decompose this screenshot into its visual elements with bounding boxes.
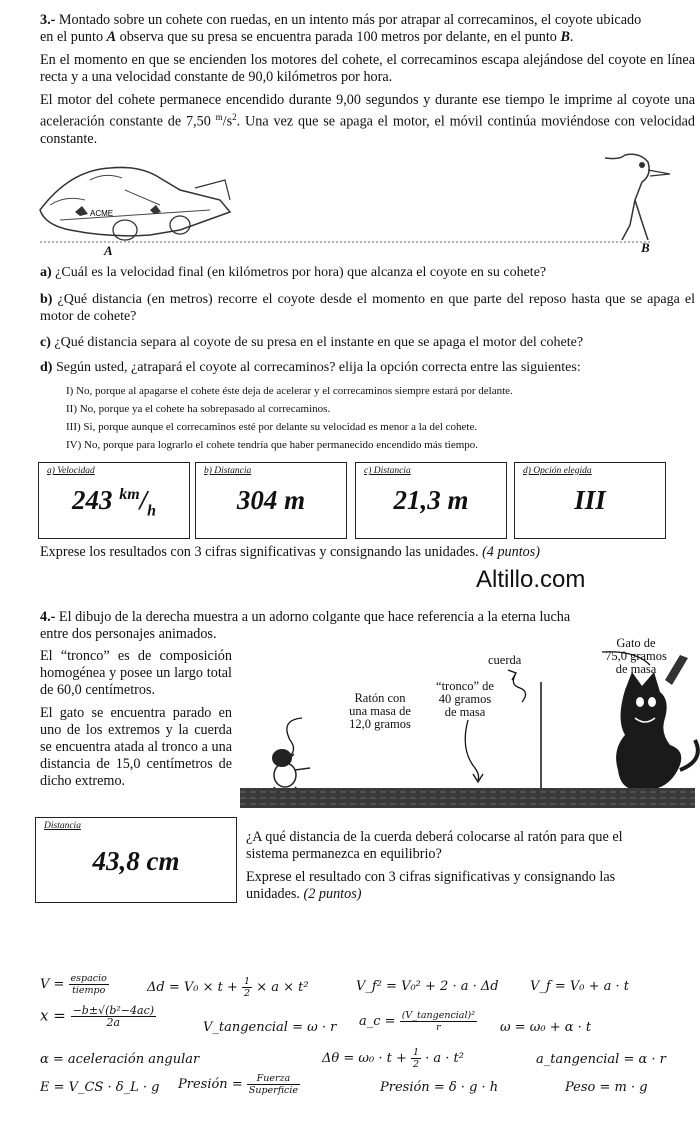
formula-quadratic-lhs: x = xyxy=(40,1006,71,1025)
problem-3-line1: Montado sobre un cohete con ruedas, en un intento más por atrapar al correcaminos, el coyote ubicado xyxy=(55,12,642,28)
label-tronco-line1: “tronco” de xyxy=(436,679,494,693)
formula-buoyancy: E = V_CS · δ_L · g xyxy=(40,1080,160,1095)
options-list xyxy=(66,382,686,454)
label-raton-line1: Ratón con xyxy=(354,691,406,705)
question-a-letter: a) xyxy=(40,265,52,280)
answer-box-distancia-c xyxy=(355,462,507,539)
label-tronco-line3: de masa xyxy=(444,705,486,719)
label-tronco-line2: 40 gramos xyxy=(438,692,492,706)
question-b-letter: b) xyxy=(40,292,53,307)
problem-4-intro xyxy=(40,609,652,643)
unit-m: m xyxy=(215,112,223,122)
problem-3-line2c: . xyxy=(569,29,574,45)
para3-part-a: El motor del cohete permanece encendido durante 9,00 segundos y durante ese tiempo le imprime al coyote una aceleración constante de 7,50 xyxy=(40,92,695,130)
point-b-ref: B xyxy=(560,29,570,45)
problem-3-line2a: en el punto xyxy=(40,29,107,45)
label-gato-line3: de masa xyxy=(615,662,657,676)
label-raton-line3: 12,0 gramos xyxy=(349,717,411,731)
answer-box-distancia-b xyxy=(195,462,347,539)
formula-centripetal-den: r xyxy=(436,1022,441,1033)
para3-part-b: . Una vez que se apaga el motor, el móvil continúa moviéndose con velocidad constante. xyxy=(40,113,695,147)
formula-pressure-lhs: Presión = xyxy=(178,1077,247,1092)
formula-omega: ω = ω₀ + α · t xyxy=(500,1020,592,1035)
question-d xyxy=(40,359,695,376)
problem-4-left-text: El “tronco” es de composición homogénea y posee un largo total de 60,0 centímetros. xyxy=(40,648,232,698)
points-4: (2 puntos) xyxy=(303,886,362,902)
formula-weight: Peso = m · g xyxy=(565,1080,648,1095)
formula-displacement-a: Δd = V₀ × t + xyxy=(147,980,243,995)
label-point-a: A xyxy=(104,243,113,258)
unit-km: km xyxy=(119,486,140,503)
answer-label-distancia-c: c) Distancia xyxy=(364,466,411,476)
answer-label-opcion: d) Opción elegida xyxy=(523,466,592,476)
question-d-letter: d) xyxy=(40,360,53,375)
answer-value-velocidad: 243 $^{km}/_h$ xyxy=(71,485,157,520)
formula-tangential-accel: a_tangencial = α · r xyxy=(536,1052,666,1067)
label-gato-line1: Gato de xyxy=(616,636,656,650)
formula-quadratic-num: −b±√(b²−4ac) xyxy=(72,1004,155,1017)
unit-s: s xyxy=(226,113,233,130)
question-c-letter: c) xyxy=(40,335,51,350)
formula-pressure xyxy=(178,1073,300,1096)
watermark: Altillo.com xyxy=(476,566,586,593)
answer-box-velocidad xyxy=(38,462,190,539)
question-a xyxy=(40,264,695,281)
problem-4-line2: entre dos personajes animados. xyxy=(40,626,217,642)
arrow-cuerda-icon xyxy=(513,675,525,702)
answer-label-velocidad: a) Velocidad xyxy=(47,466,95,476)
answer-label-distancia-4: Distancia xyxy=(44,821,81,831)
answer-box-opcion xyxy=(514,462,666,539)
unit-exp: 2 xyxy=(232,112,237,122)
problem-4-number: 4.- xyxy=(40,609,56,625)
formula-velocity-num: espacio xyxy=(70,973,107,984)
formula-displacement xyxy=(147,976,309,999)
problem-3-para2: En el momento en que se encienden los motores del cohete, el correcaminos escapa alejándose del coyote en línea recta y a una velocidad constante de 90,0 kilómetros por hora. xyxy=(40,52,695,85)
note-text: Exprese los resultados con 3 cifras significativas y consignando las unidades. xyxy=(40,544,483,560)
formula-velocity xyxy=(40,973,109,996)
formula-pressure-num: Fuerza xyxy=(247,1073,300,1085)
unit-h: h xyxy=(147,502,157,520)
question-c-text: ¿Qué distancia separa al coyote de su presa en el instante en que se apaga el motor del cohete? xyxy=(50,335,584,350)
problem-3-line2b: observa que su presa se encuentra parada 100 metros por delante, en el punto xyxy=(116,29,561,45)
formula-quadratic-den: 2a xyxy=(106,1016,121,1029)
problem-4-left-text2: El gato se encuentra parado en uno de los extremos y la cuerda se encuentra atada al tronco a una distancia de 15,0 centímetros de dicho extremo. xyxy=(40,705,232,789)
formula-pressure-den: Superficie xyxy=(248,1085,299,1096)
option-2: II) No, porque ya el cohete ha sobrepasado al correcaminos. xyxy=(66,403,331,415)
arrow-tronco-icon xyxy=(465,720,478,780)
mouse-icon xyxy=(270,749,310,792)
velocidad-number: 243 xyxy=(71,485,120,515)
answer-box-distancia-4 xyxy=(35,817,237,903)
formula-theta-b: · a · t² xyxy=(421,1051,464,1066)
problem-3-intro xyxy=(40,12,695,46)
label-point-b: B xyxy=(641,240,650,255)
coyote-roadrunner-illustration xyxy=(30,150,700,260)
problem-4-note xyxy=(246,869,666,903)
note-4-text: Exprese el resultado con 3 cifras significativas y consignando las unidades. xyxy=(246,869,616,902)
option-1: I) No, porque al apagarse el cohete éste deja de acelerar y el correcaminos siempre estará por delante. xyxy=(66,385,513,397)
cat-icon xyxy=(616,655,698,790)
answer-value-distancia-c: 21,3 m xyxy=(393,485,469,515)
formula-velocity-den: tiempo xyxy=(72,985,106,996)
question-b xyxy=(40,291,695,325)
svg-text:ACME: ACME xyxy=(90,209,114,218)
label-raton-line2: una masa de xyxy=(349,704,411,718)
points-3: (4 puntos) xyxy=(482,544,541,560)
point-a-ref: A xyxy=(106,29,117,45)
formula-displacement-b: × a × t² xyxy=(252,980,309,995)
question-c xyxy=(40,334,695,351)
option-4: IV) No, porque para lograrlo el cohete tendría que haber permanecido encendido más tiempo. xyxy=(66,439,479,451)
half-num: 1 xyxy=(244,976,251,987)
problem-4-line1: El dibujo de la derecha muestra a un adorno colgante que hace referencia a la eterna lucha xyxy=(55,609,571,625)
question-a-text: ¿Cuál es la velocidad final (en kilómetros por hora) que alcanza el coyote en su cohete? xyxy=(51,265,547,280)
formula-centripetal xyxy=(359,1010,477,1033)
formula-theta xyxy=(322,1047,464,1070)
formula-velocity-lhs: V = xyxy=(40,977,69,992)
half-num-2: 1 xyxy=(412,1047,420,1058)
formula-centripetal-num: (V_tangencial)² xyxy=(401,1010,476,1021)
formula-theta-a: Δθ = ω₀ · t + xyxy=(322,1051,411,1066)
formula-vf: V_f = V₀ + a · t xyxy=(530,979,629,994)
cat-mouse-illustration xyxy=(240,640,700,815)
problem-4-question: ¿A qué distancia de la cuerda deberá colocarse al ratón para que el sistema permanezca en equilibrio? xyxy=(246,829,623,862)
formula-centripetal-lhs: a_c = xyxy=(359,1014,400,1029)
label-gato-line2: 75,0 gramos xyxy=(605,649,667,663)
formula-quadratic xyxy=(40,1005,156,1028)
option-3: III) Si, porque aunque el correcaminos esté por delante su velocidad es menor a la del cohete. xyxy=(66,421,478,433)
problem-3-note xyxy=(40,544,695,561)
problem-3-number: 3.- xyxy=(40,12,56,28)
formula-alpha: α = aceleración angular xyxy=(40,1052,200,1067)
formula-hydrostatic: Presión = δ · g · h xyxy=(380,1080,499,1095)
half-den-2: 2 xyxy=(412,1059,420,1070)
formula-tangential-velocity: V_tangencial = ω · r xyxy=(203,1020,337,1035)
answer-value-distancia-b: 304 m xyxy=(236,485,306,515)
log-bar xyxy=(240,788,695,808)
arrow-gato-icon xyxy=(602,652,650,665)
question-b-text: ¿Qué distancia (en metros) recorre el coyote desde el momento en que parte del reposo hasta que se apaga el motor de cohete? xyxy=(40,292,695,324)
formula-vf-squared: V_f² = V₀² + 2 · a · Δd xyxy=(356,979,499,994)
answer-value-distancia-4: 43,8 cm xyxy=(92,846,180,876)
question-d-text: Según usted, ¿atrapará el coyote al correcaminos? elija la opción correcta entre las siguientes: xyxy=(52,360,581,375)
answer-label-distancia-b: b) Distancia xyxy=(204,466,252,476)
half-den: 2 xyxy=(244,988,251,999)
roadrunner-icon xyxy=(605,154,670,240)
coyote-rocket-icon xyxy=(40,167,230,240)
problem-3-para3: El motor del cohete permanece encendido durante 9,00 segundos y durante ese tiempo le imprime al coyote una aceleración constante de 7,50 $^m/s^2$. Una vez que se apaga el motor, el móvil continúa moviéndose con velocidad constante. xyxy=(40,92,695,147)
label-cuerda: cuerda xyxy=(488,653,522,667)
answer-value-opcion: III xyxy=(574,485,606,515)
